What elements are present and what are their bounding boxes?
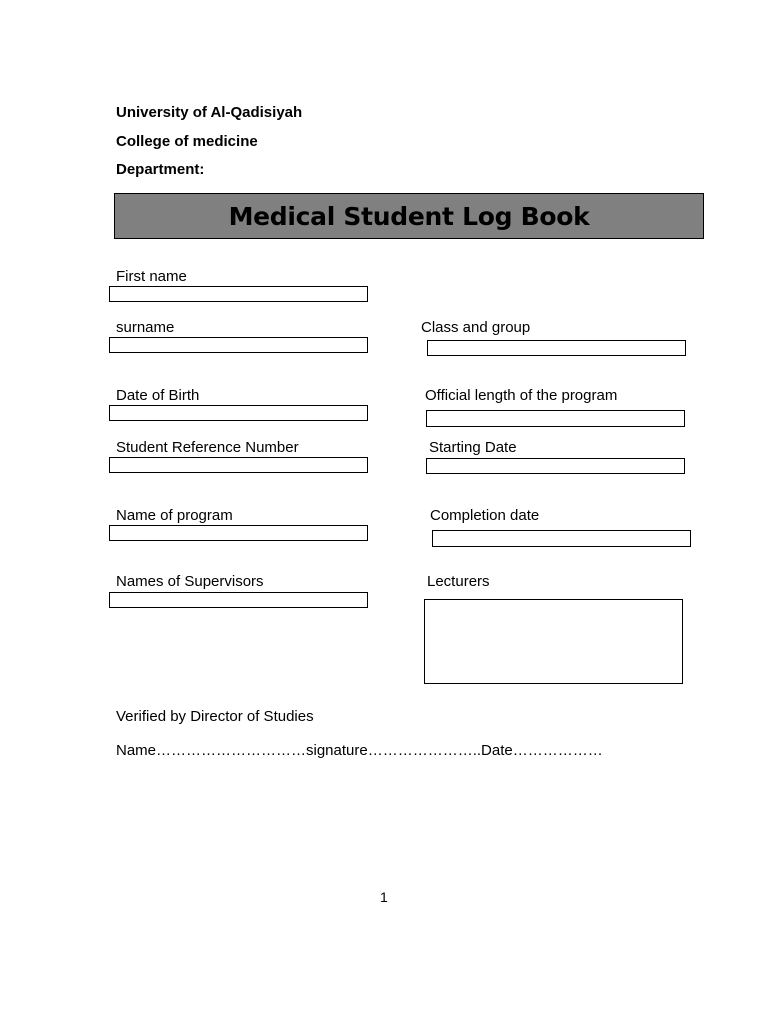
surname-field[interactable] [109,337,368,353]
student-ref-field[interactable] [109,457,368,473]
supervisors-label: Names of Supervisors [116,573,264,590]
supervisors-field[interactable] [109,592,368,608]
college-name: College of medicine [116,133,258,150]
completion-date-field[interactable] [432,530,691,547]
title-banner [114,193,704,239]
first-name-field[interactable] [109,286,368,302]
program-length-label: Official length of the program [425,387,618,404]
first-name-label: First name [116,268,187,285]
date-of-birth-label: Date of Birth [116,387,200,404]
department-label: Department: [116,161,205,178]
lecturers-field[interactable] [424,599,683,684]
date-of-birth-field[interactable] [109,405,368,421]
university-name: University of Al-Qadisiyah [116,104,303,121]
program-name-field[interactable] [109,525,368,541]
page-title: Medical Student Log Book [228,201,590,231]
starting-date-label: Starting Date [429,439,517,456]
page-number: 1 [380,889,388,905]
program-name-label: Name of program [116,507,233,524]
lecturers-label: Lecturers [427,573,490,590]
class-group-field[interactable] [427,340,686,356]
program-length-field[interactable] [426,410,685,427]
starting-date-field[interactable] [426,458,685,474]
student-ref-label: Student Reference Number [116,439,299,456]
surname-label: surname [116,319,175,336]
class-group-label: Class and group [421,319,531,336]
verification-label: Verified by Director of Studies [116,708,314,725]
signature-line: Name…………………………signature…………………..Date……………… [116,742,603,759]
completion-date-label: Completion date [430,507,540,524]
